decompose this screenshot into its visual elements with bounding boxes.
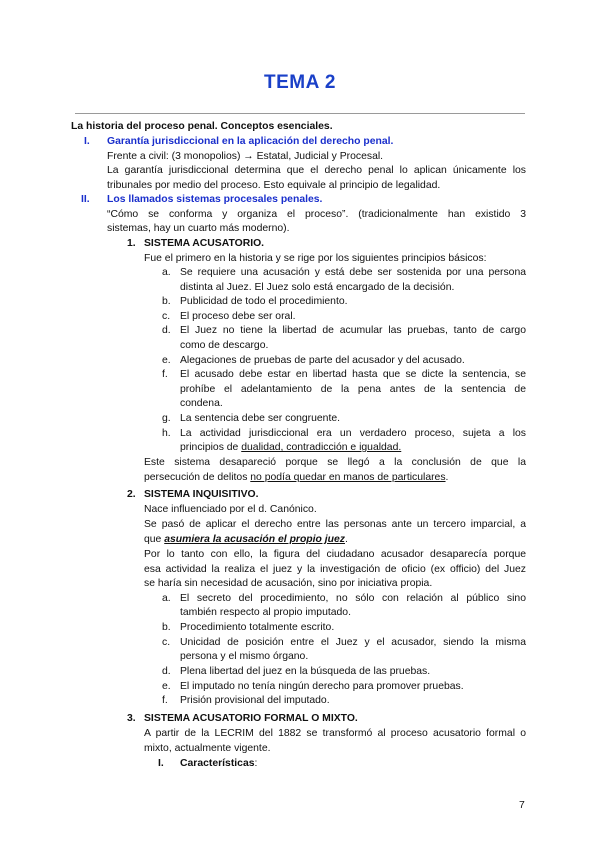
list-item-text: prohíbe el adelantamiento de la pena antes de la sentencia de xyxy=(180,384,526,395)
main-heading: La historia del proceso penal. Conceptos esenciales. xyxy=(71,121,333,132)
system-1-conclusion-1: Este sistema desapareció porque se llegó a la conclusión de que la xyxy=(144,457,526,468)
list-item-text: Alegaciones de pruebas de parte del acusador y del acusado. xyxy=(180,355,465,366)
list-marker: d. xyxy=(162,325,171,336)
list-marker: c. xyxy=(162,311,171,322)
system-2-text-5: esa actividad la realiza el juez y la investigación de oficio (ex officio) del Juez xyxy=(144,564,526,575)
list-marker: h. xyxy=(162,428,171,439)
list-item-text: Procedimiento totalmente escrito. xyxy=(180,622,335,633)
system-2-text-4: Por lo tanto con ello, la figura del ciudadano acusador desaparecía porque xyxy=(144,549,526,560)
text-span: persecución de delitos xyxy=(144,472,251,483)
list-item-text: El secreto del procedimiento, no sólo con relación al público sino xyxy=(180,593,526,604)
page-title: TEMA 2 xyxy=(264,72,336,93)
list-item-text: La sentencia debe ser congruente. xyxy=(180,413,341,424)
system-1-heading: SISTEMA ACUSATORIO. xyxy=(144,238,265,249)
list-marker: g. xyxy=(162,413,171,424)
text-span: . xyxy=(344,534,348,545)
section-1-text-3: tribunales por medio del proceso. Esto equivale al principio de legalidad. xyxy=(107,180,441,191)
list-item-text: condena. xyxy=(180,398,223,409)
system-3-heading: SISTEMA ACUSATORIO FORMAL O MIXTO. xyxy=(144,713,358,724)
list-item-text: también respecto al propio imputado. xyxy=(180,607,351,618)
list-marker: f. xyxy=(162,695,168,706)
text-span: : xyxy=(254,758,258,769)
list-marker: e. xyxy=(162,681,171,692)
text-span: . xyxy=(445,472,449,483)
section-1-number: I. xyxy=(84,136,90,147)
list-item-text: Se requiere una acusación y está debe ser sostenida por una persona xyxy=(180,267,526,278)
title-divider xyxy=(75,113,525,114)
list-marker: d. xyxy=(162,666,171,677)
list-marker: b. xyxy=(162,296,171,307)
section-1-text-1: Frente a civil: (3 monopolios) → Estatal, Judicial y Procesal. xyxy=(107,151,384,162)
list-item-text xyxy=(180,441,401,455)
underlined-text: dualidad, contradicción e igualdad. xyxy=(241,442,402,453)
system-2-heading: SISTEMA INQUISITIVO. xyxy=(144,489,259,500)
list-marker: a. xyxy=(162,267,171,278)
list-marker: f. xyxy=(162,369,168,380)
list-item-text: persona y el mismo órgano. xyxy=(180,651,309,662)
system-3-text-1: A partir de la LECRIM del 1882 se transformó al proceso acusatorio formal o xyxy=(144,728,526,739)
list-item-text: Prisión provisional del imputado. xyxy=(180,695,330,706)
list-marker: b. xyxy=(162,622,171,633)
system-2-text-1: Nace influenciado por el d. Canónico. xyxy=(144,504,317,515)
underlined-text: no podía quedar en manos de particulares xyxy=(250,472,446,483)
subsection-number: I. xyxy=(158,758,164,769)
page-number: 7 xyxy=(519,800,525,811)
system-1-intro: Fue el primero en la historia y se rige por los siguientes principios básicos: xyxy=(144,253,487,264)
section-2-text-1: “Cómo se conforma y organiza el proceso”. (tradicionalmente han existido 3 xyxy=(107,209,526,220)
system-2-text-2: Se pasó de aplicar el derecho entre las personas ante un tercero imparcial, a xyxy=(144,519,526,530)
system-2-number: 2. xyxy=(127,489,136,500)
list-item-text: Plena libertad del juez en la búsqueda de las pruebas. xyxy=(180,666,431,677)
system-2-text-3 xyxy=(144,533,348,547)
list-item-text: como de descargo. xyxy=(180,340,269,351)
list-item-text: La actividad jurisdiccional era un verdadero proceso, sujeta a los xyxy=(180,428,526,439)
list-marker: e. xyxy=(162,355,171,366)
system-2-text-6: se haría sin necesidad de acusación, sino por iniciativa propia. xyxy=(144,578,433,589)
system-1-number: 1. xyxy=(127,238,136,249)
emphasized-text: asumiera la acusación el propio juez xyxy=(164,534,345,545)
section-2-text-2: sistemas, hay un cuarto más moderno). xyxy=(107,223,290,234)
list-item-text: El acusado debe estar en libertad hasta que se dicte la sentencia, se xyxy=(180,369,526,380)
list-marker: a. xyxy=(162,593,171,604)
text-span: que xyxy=(144,534,165,545)
system-3-number: 3. xyxy=(127,713,136,724)
list-marker: c. xyxy=(162,637,171,648)
text-span: Características xyxy=(180,758,255,769)
list-item-text: distinta al Juez. El Juez solo está encargado de la decisión. xyxy=(180,282,455,293)
list-item-text: El imputado no tenía ningún derecho para promover pruebas. xyxy=(180,681,464,692)
section-2-number: II. xyxy=(81,194,90,205)
text-span: principios de xyxy=(180,442,242,453)
list-item-text: El proceso debe ser oral. xyxy=(180,311,296,322)
section-2-heading: Los llamados sistemas procesales penales. xyxy=(107,194,323,205)
list-item-text: El Juez no tiene la libertad de acumular las pruebas, tanto de cargo xyxy=(180,325,526,336)
subsection-heading xyxy=(180,757,257,771)
list-item-text: Publicidad de todo el procedimiento. xyxy=(180,296,348,307)
list-item-text: Unicidad de posición entre el Juez y el acusador, siendo la misma xyxy=(180,637,526,648)
system-3-text-2: mixto, actualmente vigente. xyxy=(144,743,271,754)
section-1-text-2: La garantía jurisdiccional determina que el derecho penal lo aplican únicamente los xyxy=(107,165,526,176)
system-1-conclusion-2 xyxy=(144,471,448,485)
section-1-heading: Garantía jurisdiccional en la aplicación del derecho penal. xyxy=(107,136,394,147)
